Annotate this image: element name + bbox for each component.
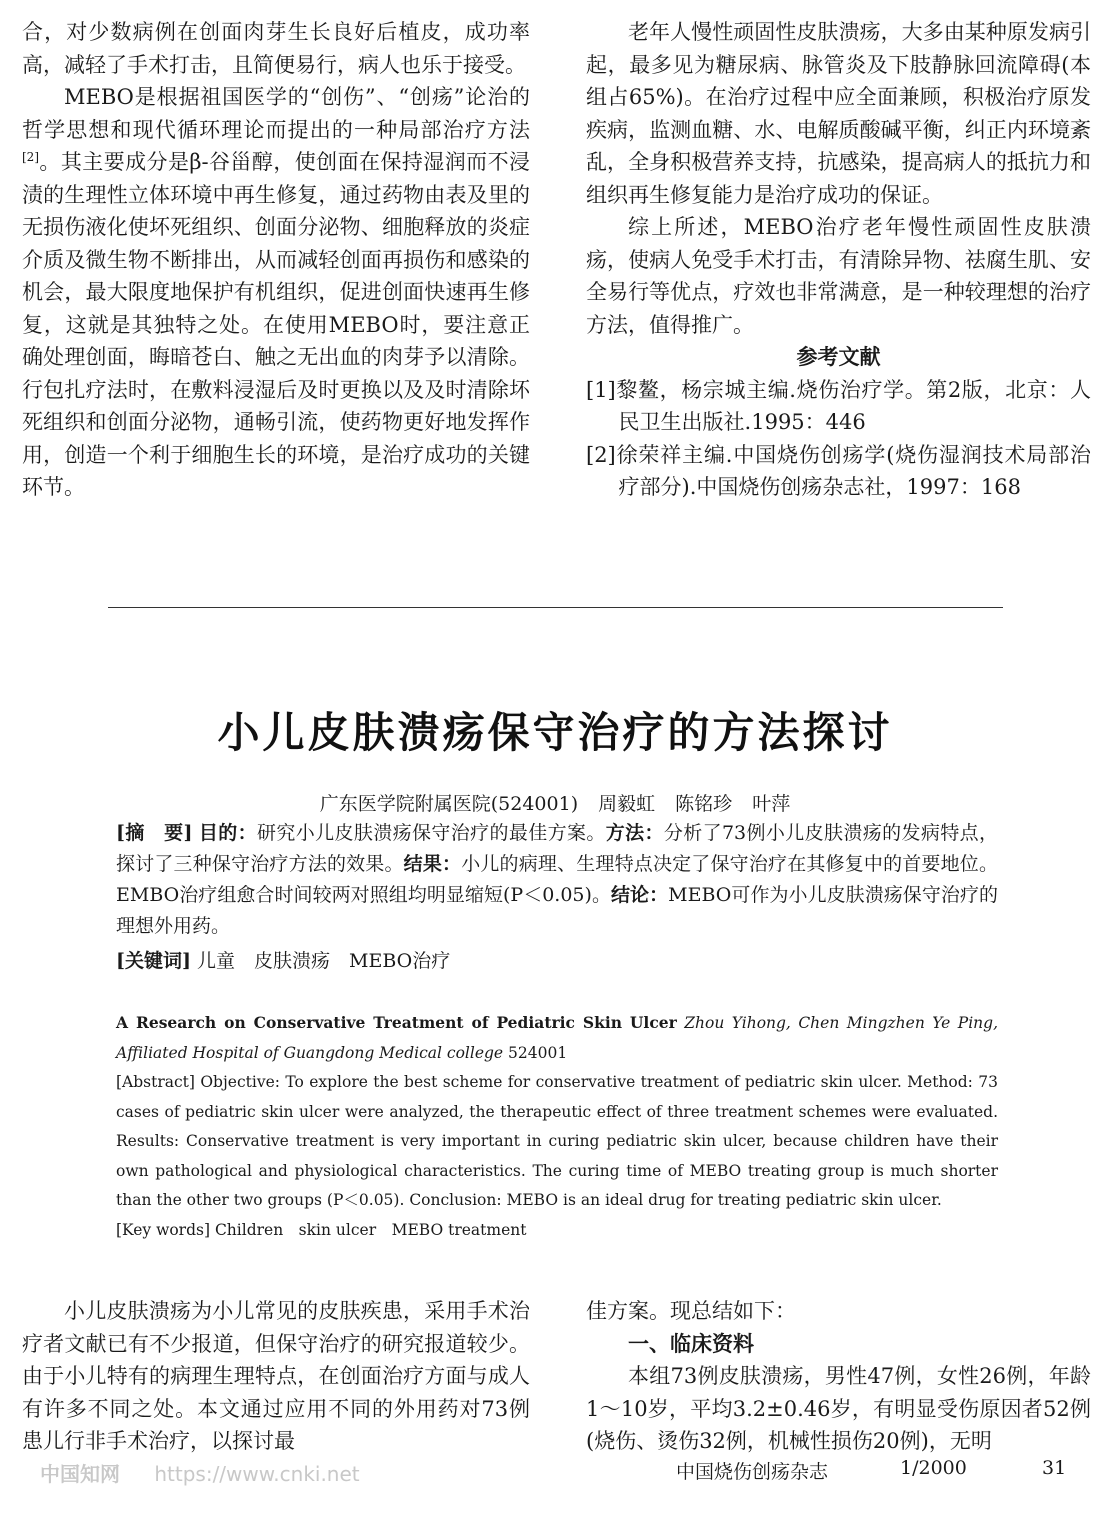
keywords-label: [关键词] — [116, 950, 191, 972]
watermark-url[interactable]: https://www.cnki.net — [154, 1462, 360, 1486]
body-right-column — [586, 1295, 1091, 1458]
english-keywords-label: [Key words] — [116, 1220, 210, 1239]
references-heading: 参考文献 — [796, 344, 881, 369]
keywords: 儿童 皮肤溃疡 MEBO治疗 — [197, 950, 451, 972]
english-authors: Zhou Yihong, Chen Mingzhen Ye Ping, Affiliated Hospital of Guangdong Medical college — [116, 1014, 998, 1062]
english-keywords: Children skin ulcer MEBO treatment — [214, 1220, 527, 1239]
paragraph: 老年人慢性顽固性皮肤溃疡，大多由某种原发病引起，最多见为糖尿病、脉管炎及下肢静脉回流障碍(本组占65%)。在治疗过程中应全面兼顾，积极治疗原发疾病，监测血糖、水、电解质酸碱平衡，纠正内环境紊乱，全身积极营养支持，抗感染，提高病人的抵抗力和组织再生修复能力是治疗成功的保证。 — [586, 20, 1091, 207]
journal-name: 中国烧伤创疡杂志 — [676, 1461, 829, 1483]
english-abstract-label: [Abstract] — [116, 1073, 195, 1091]
english-keywords-line — [116, 1216, 998, 1246]
abstract-paragraph: [摘 要] 目的：研究小儿皮肤溃疡保守治疗的最佳方案。方法：分析了73例小儿皮肤溃疡的发病特点，探讨了三种保守治疗方法的效果。结果：小儿的病理、生理特点决定了保守治疗在其修复中的首要地位。EMBO治疗组愈合时间较两对照组均明显缩短(P＜0.05)。结论：MEBO可作为小儿皮肤溃疡保守治疗的理想外用药。 — [116, 822, 998, 937]
paragraph: MEBO是根据祖国医学的“创伤”、“创疡”论治的哲学思想和现代循环理论而提出的一种局部治疗方法[2]。其主要成分是β-谷甾醇，使创面在保持湿润而不浸渍的生理性立体环境中再生修复，通过药物由表及里的无损伤液化使坏死组织、创面分泌物、细胞释放的炎症介质及微生物不断排出，从而减轻创面再损伤和感染的机会，最大限度地保护有机组织，促进创面快速再生修复，这就是其独特之处。在使用MEBO时，要注意正确处理创面，晦暗苍白、触之无出血的肉芽予以清除。行包扎疗法时，在敷料浸湿后及时更换以及及时清除坏死组织和创面分泌物，通畅引流，使药物更好地发挥作用，创造一个利于细胞生长的环境，是治疗成功的关键环节。 — [22, 85, 530, 499]
paragraph: 合，对少数病例在创面肉芽生长良好后植皮，成功率高，减轻了手术打击，且简便易行，病人也乐于接受。 — [22, 20, 530, 77]
top-right-column — [586, 16, 1091, 504]
english-zip: 524001 — [508, 1043, 568, 1062]
english-title-line — [116, 1008, 998, 1068]
top-left-column — [22, 16, 530, 504]
reference-item: [1]黎鳌，杨宗城主编.烧伤治疗学。第2版，北京：人民卫生出版社.1995：446 — [586, 377, 1091, 434]
keywords-line — [116, 946, 998, 977]
reference-item: [2]徐荣祥主编.中国烧伤创疡学(烧伤湿润技术局部治疗部分).中国烧伤创疡杂志社，1997：168 — [586, 442, 1091, 499]
cnki-logo: 中国知网 — [40, 1462, 120, 1486]
section-divider — [108, 607, 1003, 608]
paragraph: 佳方案。现总结如下： — [586, 1299, 796, 1323]
english-abstract — [116, 1008, 998, 1245]
paragraph: 综上所述，MEBO治疗老年慢性顽固性皮肤溃疡，使病人免受手术打击，有清除异物、祛腐生肌、安全易行等优点，疗效也非常满意，是一种较理想的治疗方法，值得推广。 — [586, 215, 1091, 337]
paragraph: 本组73例皮肤溃疡，男性47例，女性26例，年龄1～10岁，平均3.2±0.46岁，有明显受伤原因者52例(烧伤、烫伤32例，机械性损伤20例)，无明 — [586, 1364, 1091, 1453]
issue-number: 1/2000 — [900, 1457, 967, 1479]
abstract-label: [摘 要] — [116, 822, 193, 844]
watermark — [40, 1458, 360, 1487]
page-number: 31 — [1042, 1457, 1067, 1479]
body-left-column — [22, 1295, 530, 1458]
section-heading: 一、临床资料 — [628, 1330, 754, 1356]
english-title: A Research on Conservative Treatment of Pediatric Skin Ulcer — [116, 1013, 677, 1032]
chinese-abstract — [116, 818, 998, 977]
article-title: 小儿皮肤溃疡保守治疗的方法探讨 — [217, 708, 893, 757]
article-authors: 广东医学院附属医院(524001) 周毅虹 陈铭珍 叶萍 — [319, 793, 791, 815]
paragraph: 小儿皮肤溃疡为小儿常见的皮肤疾患，采用手术治疗者文献已有不少报道，但保守治疗的研究报道较少。由于小儿特有的病理生理特点，在创面治疗方面与成人有许多不同之处。本文通过应用不同的外用药对73例患儿行非手术治疗，以探讨最 — [22, 1299, 530, 1453]
citation: [2] — [22, 150, 39, 164]
english-abstract-paragraph: [Abstract] Objective: To explore the best scheme for conservative treatment of pediatric skin ulcer. Method: 73 cases of pediatric skin ulcer were analyzed, the therapeutic effect of three treatment schemes were evaluated. Results: Conservative treatment is very important in curing pediatric skin ulcer, because children have their own pathological and physiological characteristics. The curing time of MEBO treating group is much shorter than the other two groups (P＜0.05). Conclusion: MEBO is an ideal drug for treating pediatric skin ulcer. — [116, 1073, 998, 1209]
